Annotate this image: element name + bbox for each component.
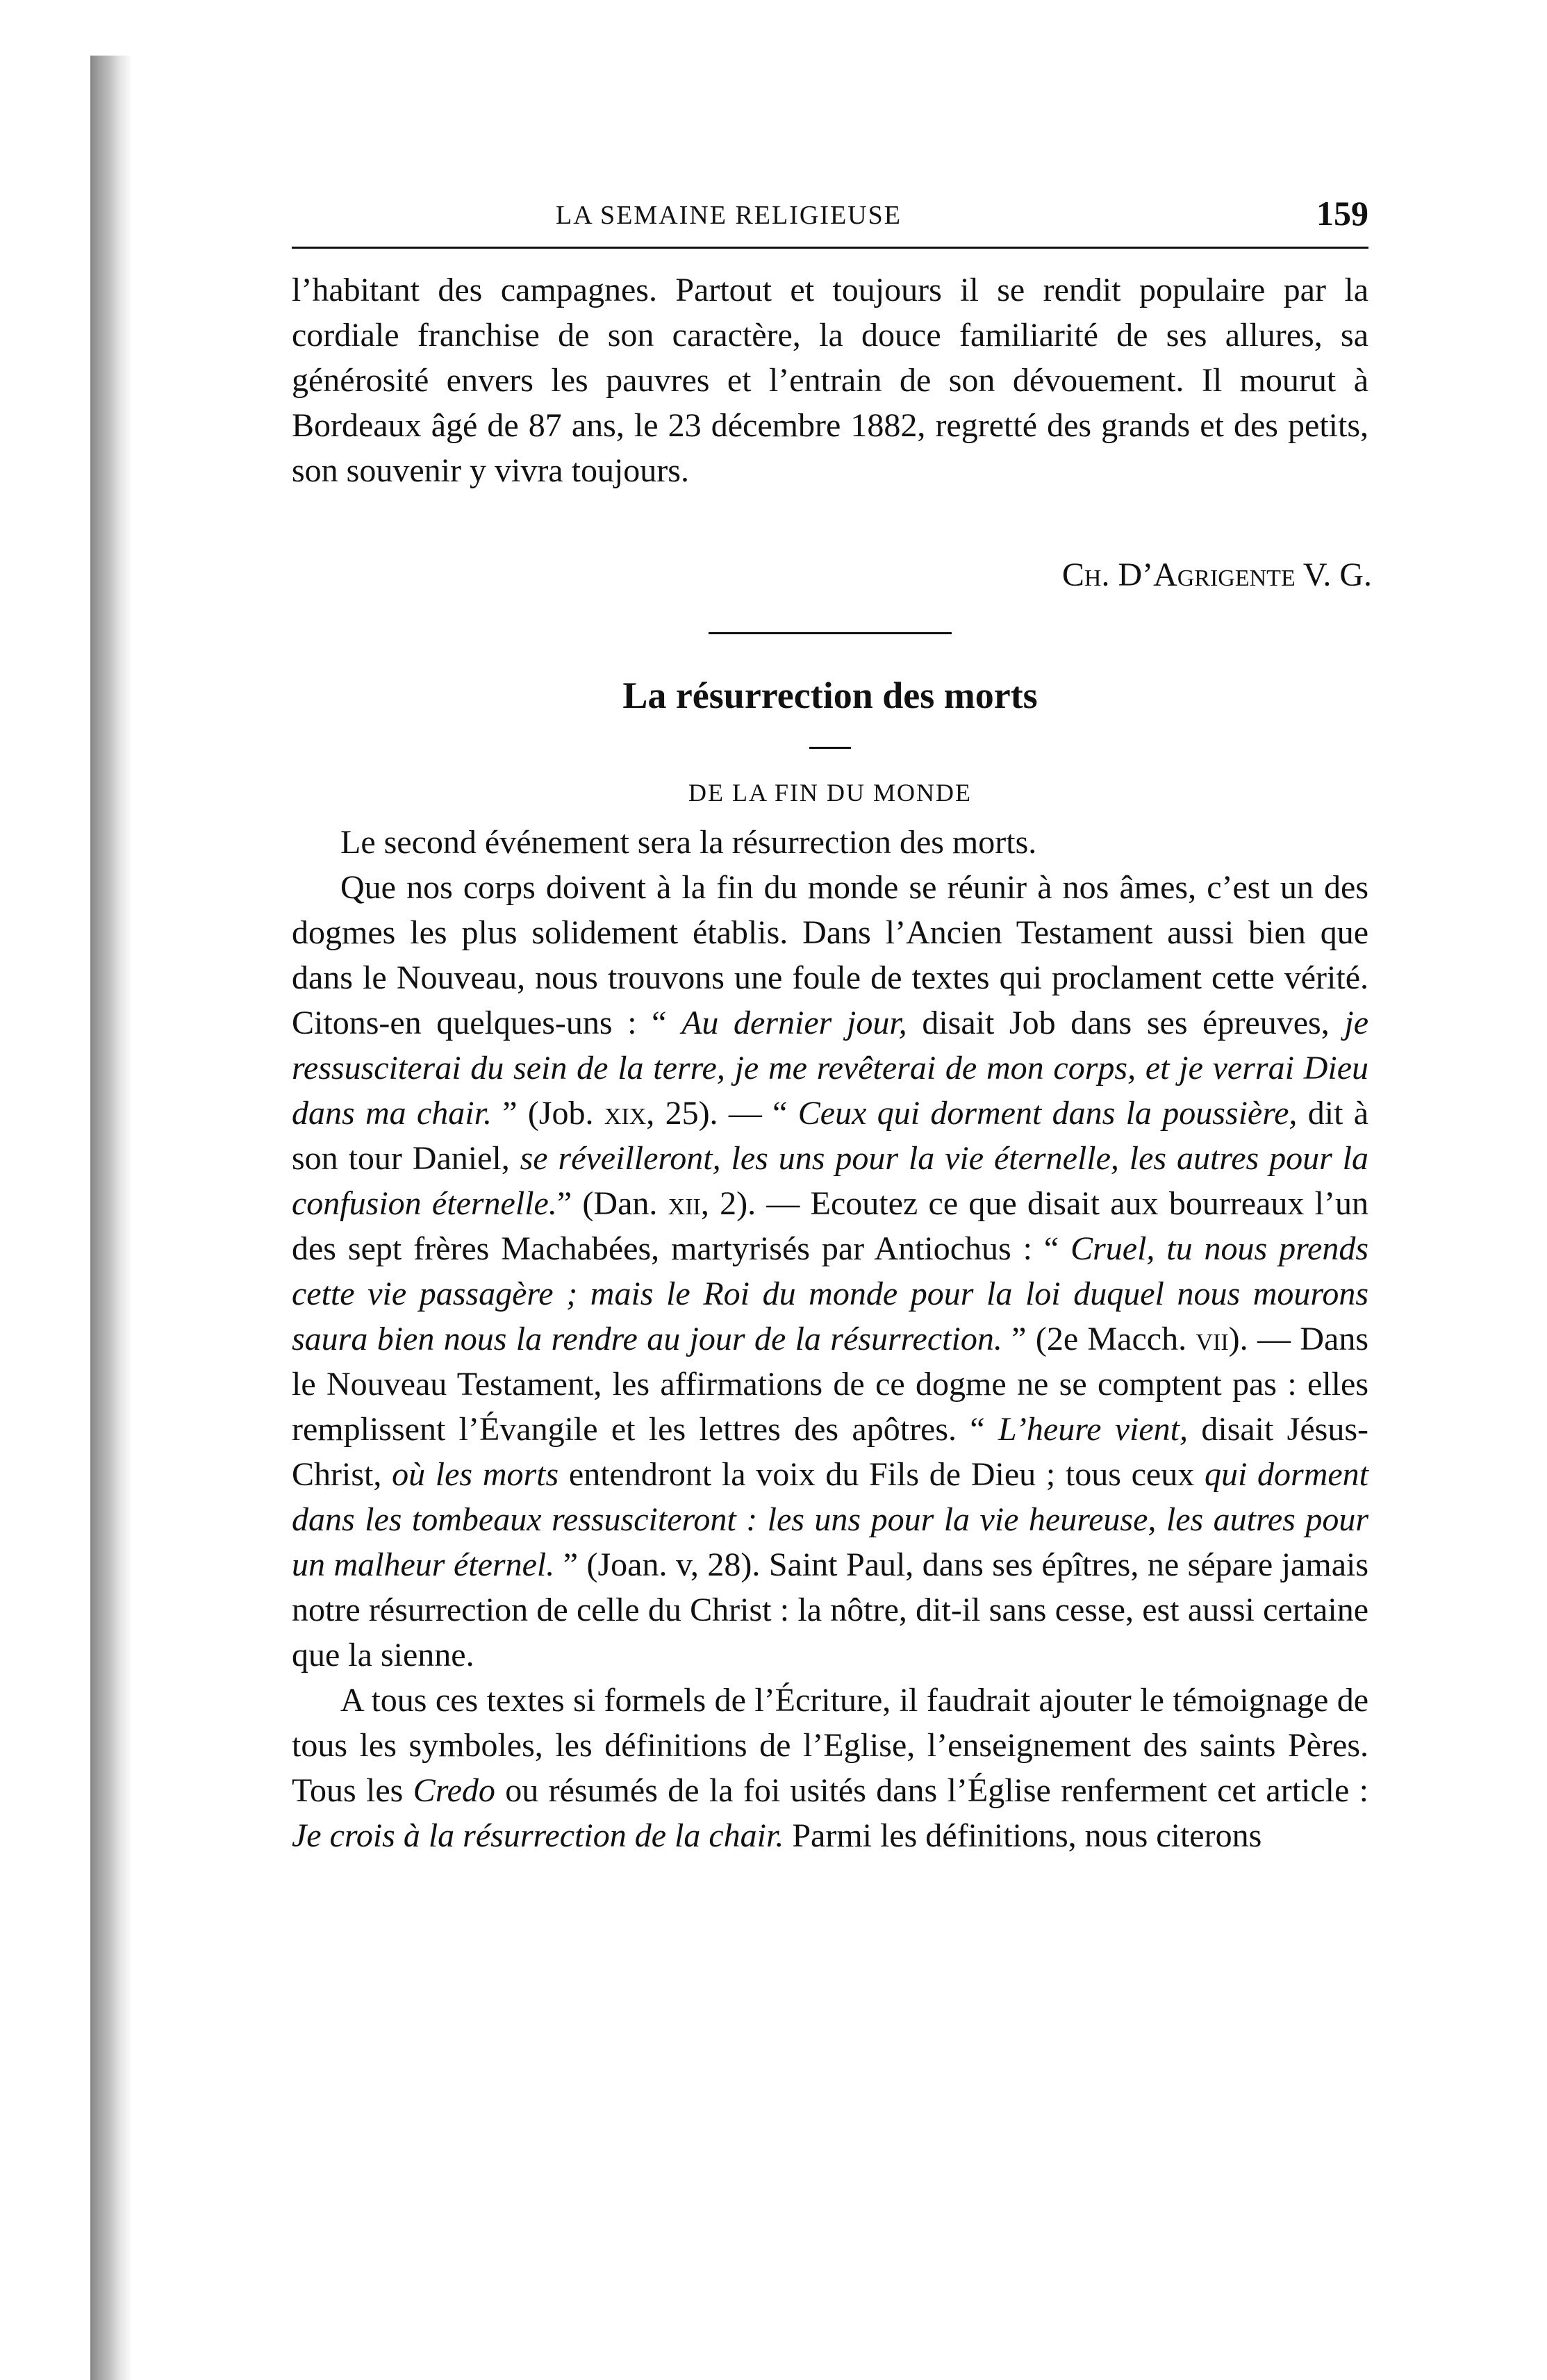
paragraph-1: Le second événement sera la résurrection des morts. [340,824,1037,861]
paragraph-2: Que nos corps doivent à la fin du monde se réunir à nos âmes, c’est un des dogmes les plus solidement établis. Dans l’Ancien Testament aussi bien que dans le Nouveau, nous trouvons une foule de textes qui proclament cette vérité. Citons-en quelques-uns : “ Au dernier jour, disait Job dans ses épreuves, je ressusciterai du sein de la terre, je me revêterai de mon corps, et je verrai Dieu dans ma chair. ” (Job. xix, 25). — “ Ceux qui dorment dans la poussière, dit à son tour Daniel, se réveilleront, les uns pour la vie éternelle, les autres pour la confusion éternelle.” (Dan. xii, 2). — Ecoutez ce que disait aux bourreaux l’un des sept frères Machabées, martyrisés par Antiochus : “ Cruel, tu nous prends cette vie passagère ; mais le Roi du monde pour la loi duquel nous mourons saura bien nous la rendre au jour de la résurrection. ” (2e Macch. vii). — Dans le Nouveau Testament, les affirmations de ce dogme ne se comptent pas : elles remplissent l’Évangile et les lettres des apôtres. “ L’heure vient, disait Jésus-Christ, où les morts entendront la voix du Fils de Dieu ; tous ceux qui dorment dans les tombeaux ressusciteront : les uns pour la vie heureuse, les autres pour un malheur éternel. ” (Joan. v, 28). Saint Paul, dans ses épîtres, ne sépare jamais notre résurrection de celle du Christ : la nôtre, dit-il sans cesse, est aussi certaine que la sienne. [292,869,1369,1674]
title-dash [809,747,851,749]
signature: Ch. D’Agrigente V. G. [1061,556,1372,593]
page-number: 159 [1316,194,1368,233]
separator-rule [709,632,952,634]
previous-article-paragraph: l’habitant des campagnes. Partout et toujours il se rendit populaire par la cordiale franchise de son caractère, la douce familiarité de ses allures, sa générosité envers les pauvres et l’entrain de son dévouement. Il mourut à Bordeaux âgé de 87 ans, le 23 décembre 1882, regretté des grands et des petits, son souvenir y vivra toujours. [292,272,1368,489]
paragraph-3: A tous ces textes si formels de l’Écriture, il faudrait ajouter le témoignage de tous les symboles, les définitions de l’Eglise, l’enseignement des saints Pères. Tous les Credo ou résumés de la foi usités dans l’Église renferment cet article : Je crois à la résurrection de la chair. Parmi les définitions, nous citerons [292,1682,1368,1854]
section-title: DE LA FIN DU MONDE [688,779,972,807]
previous-article-ending [292,267,1368,493]
header-rule [292,247,1368,249]
article-body [292,820,1368,1858]
page-binding-edge [90,56,132,2380]
running-title: LA SEMAINE RELIGIEUSE [556,201,902,230]
page-header [292,193,1368,242]
article-title: La résurrection des morts [622,675,1038,716]
